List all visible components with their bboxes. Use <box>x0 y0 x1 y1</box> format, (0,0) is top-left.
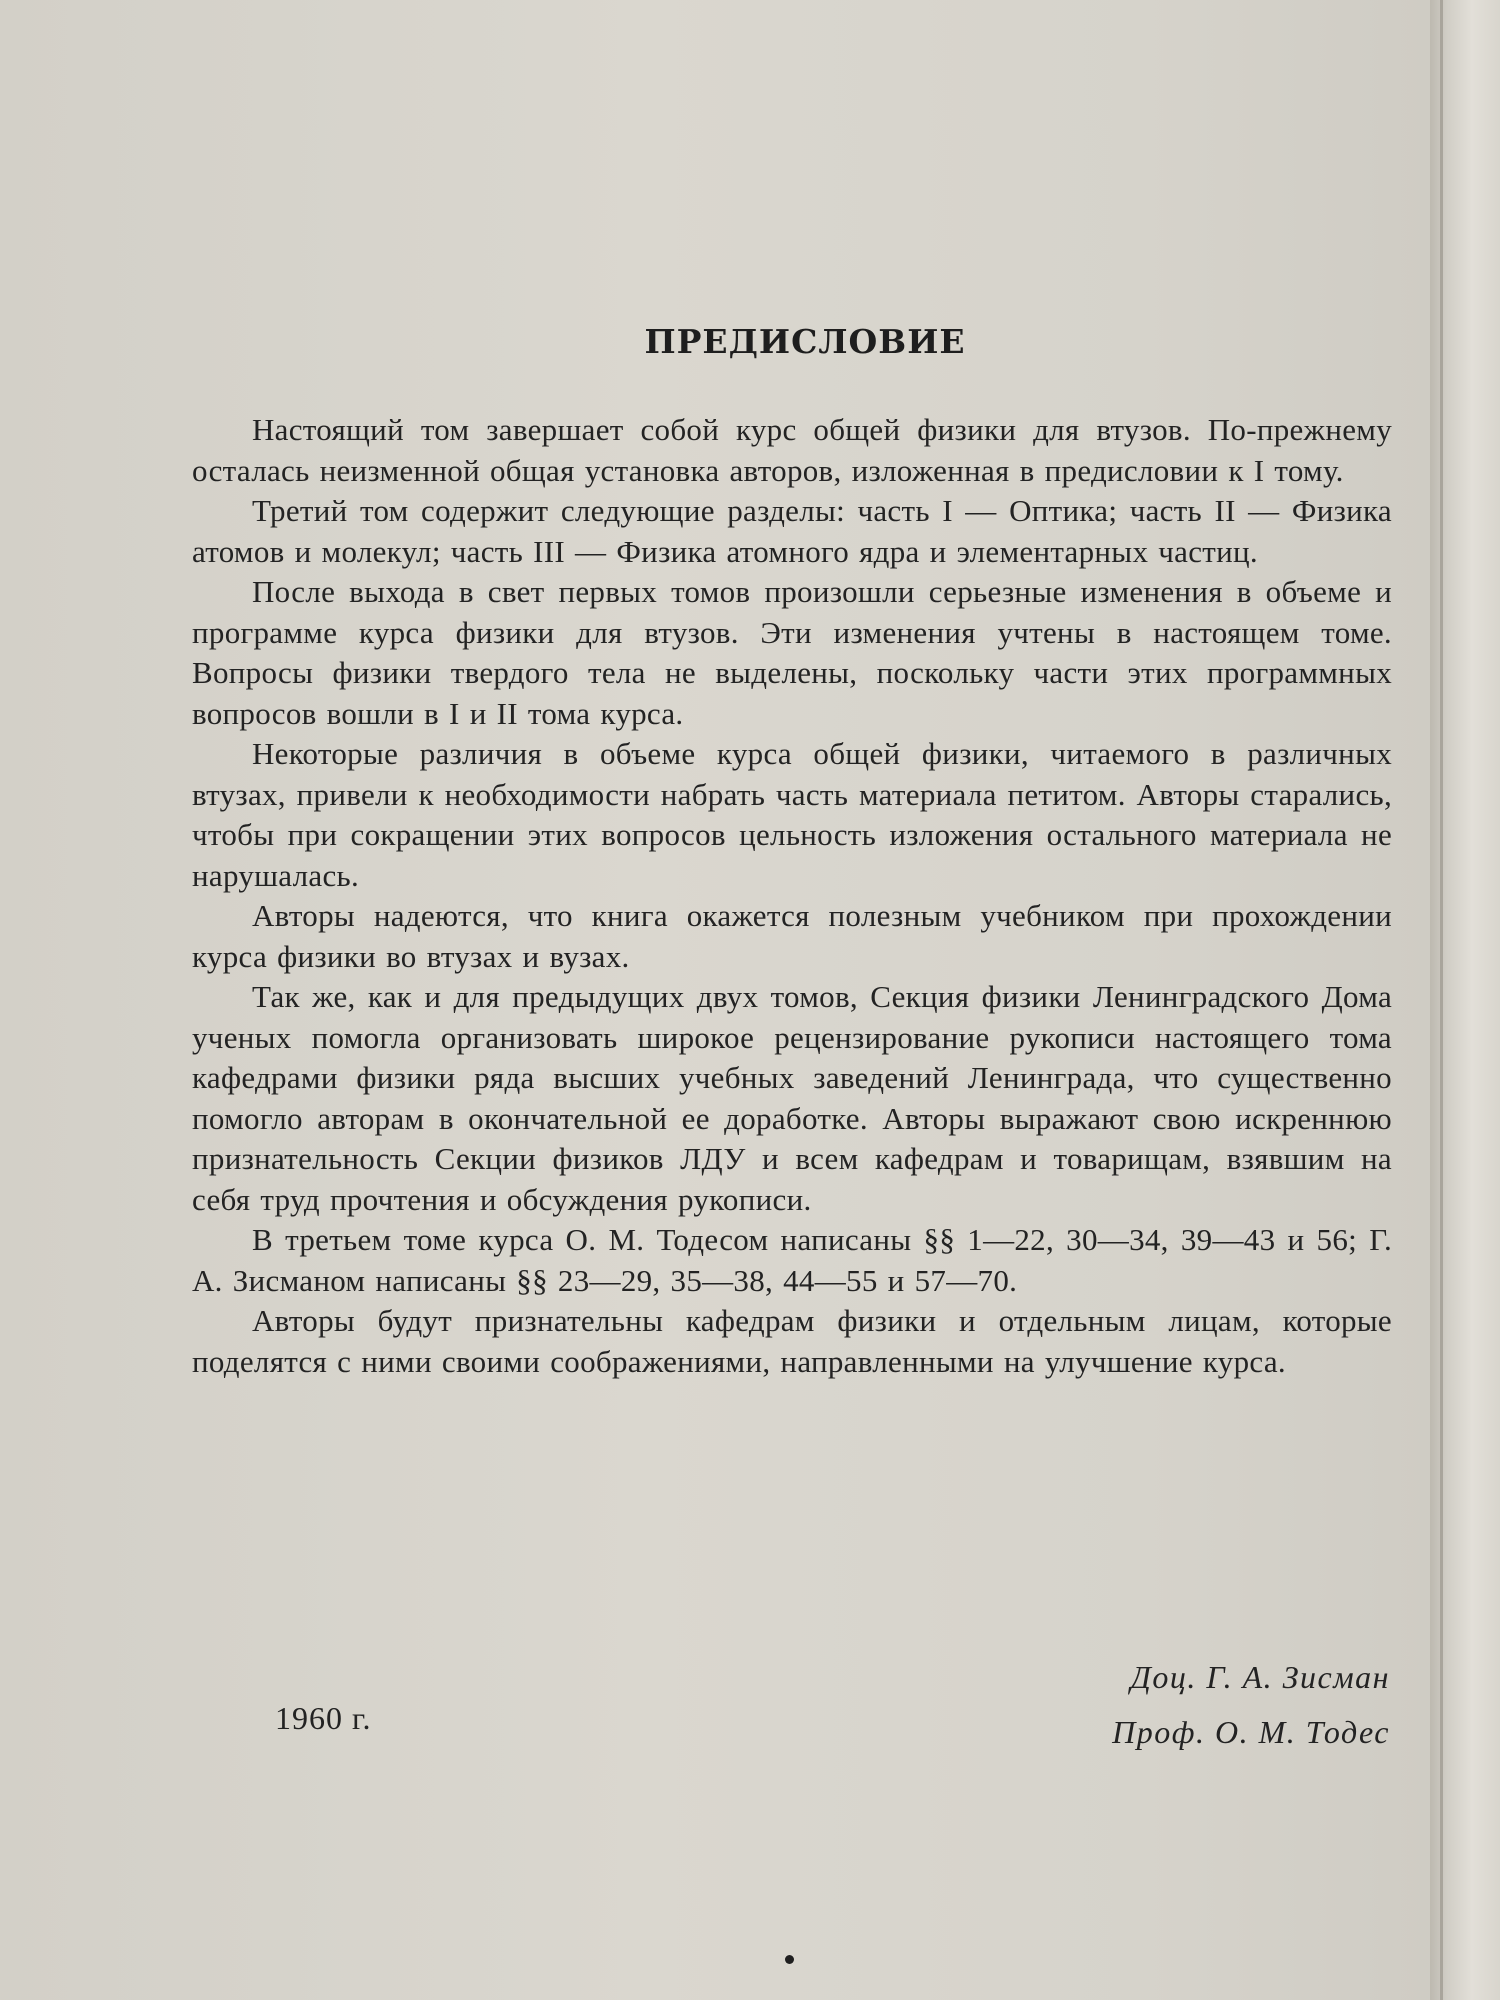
paragraph-3: После выхода в свет первых томов произошли серьезные изменения в объеме и программе курса физики для втузов. Эти изменения учтены в настоящем томе. Вопросы физики твердого тела не выделены, поскольку части этих программных вопросов вошли в I и II тома курса. <box>192 574 1392 731</box>
paragraph-1: Настоящий том завершает собой курс общей физики для втузов. По-прежнему осталась неизменной общая установка авторов, изложенная в предисловии к I тому. <box>192 412 1392 488</box>
paragraph-2: Третий том содержит следующие разделы: часть I — Оптика; часть II — Физика атомов и молекул; часть III — Физика атомного ядра и элементарных частиц. <box>192 493 1392 569</box>
paragraph-6: Так же, как и для предыдущих двух томов, Секция физики Ленинградского Дома ученых помогла организовать широкое рецензирование рукописи настоящего тома кафедрами физики ряда высших учебных заведений Ленинграда, что существенно помогло авторам в окончательной ее доработке. Авторы выражают свою искреннюю признательность Секции физиков ЛДУ и всем кафедрам и товарищам, взявшим на себя труд прочтения и обсуждения рукописи. <box>192 979 1392 1217</box>
paragraph-4: Некоторые различия в объеме курса общей физики, читаемого в различных втузах, привели к необходимости набрать часть материала петитом. Авторы старались, чтобы при сокращении этих вопросов цельность изложения остального материала не нарушалась. <box>192 736 1392 893</box>
preface-body <box>192 410 1392 1382</box>
signature-block <box>1112 1650 1390 1760</box>
paragraph-7: В третьем томе курса О. М. Тодесом написаны §§ 1—22, 30—34, 39—43 и 56; Г. А. Зисманом написаны §§ 23—29, 35—38, 44—55 и 57—70. <box>192 1222 1392 1298</box>
signature-todes: Проф. О. М. Тодес <box>1112 1714 1390 1750</box>
signature-zisman: Доц. Г. А. Зисман <box>1130 1659 1390 1695</box>
page-title: ПРЕДИСЛОВИЕ <box>644 322 966 361</box>
paragraph-8: Авторы будут признательны кафедрам физики и отдельным лицам, которые поделятся с ними своими соображениями, направленными на улучшение курса. <box>192 1303 1392 1379</box>
paragraph-5: Авторы надеются, что книга окажется полезным учебником при прохождении курса физики во втузах и вузах. <box>192 898 1392 974</box>
page-mark-dot <box>785 1955 794 1964</box>
publication-year: 1960 г. <box>275 1700 372 1736</box>
page-edge-line <box>1440 0 1443 2000</box>
